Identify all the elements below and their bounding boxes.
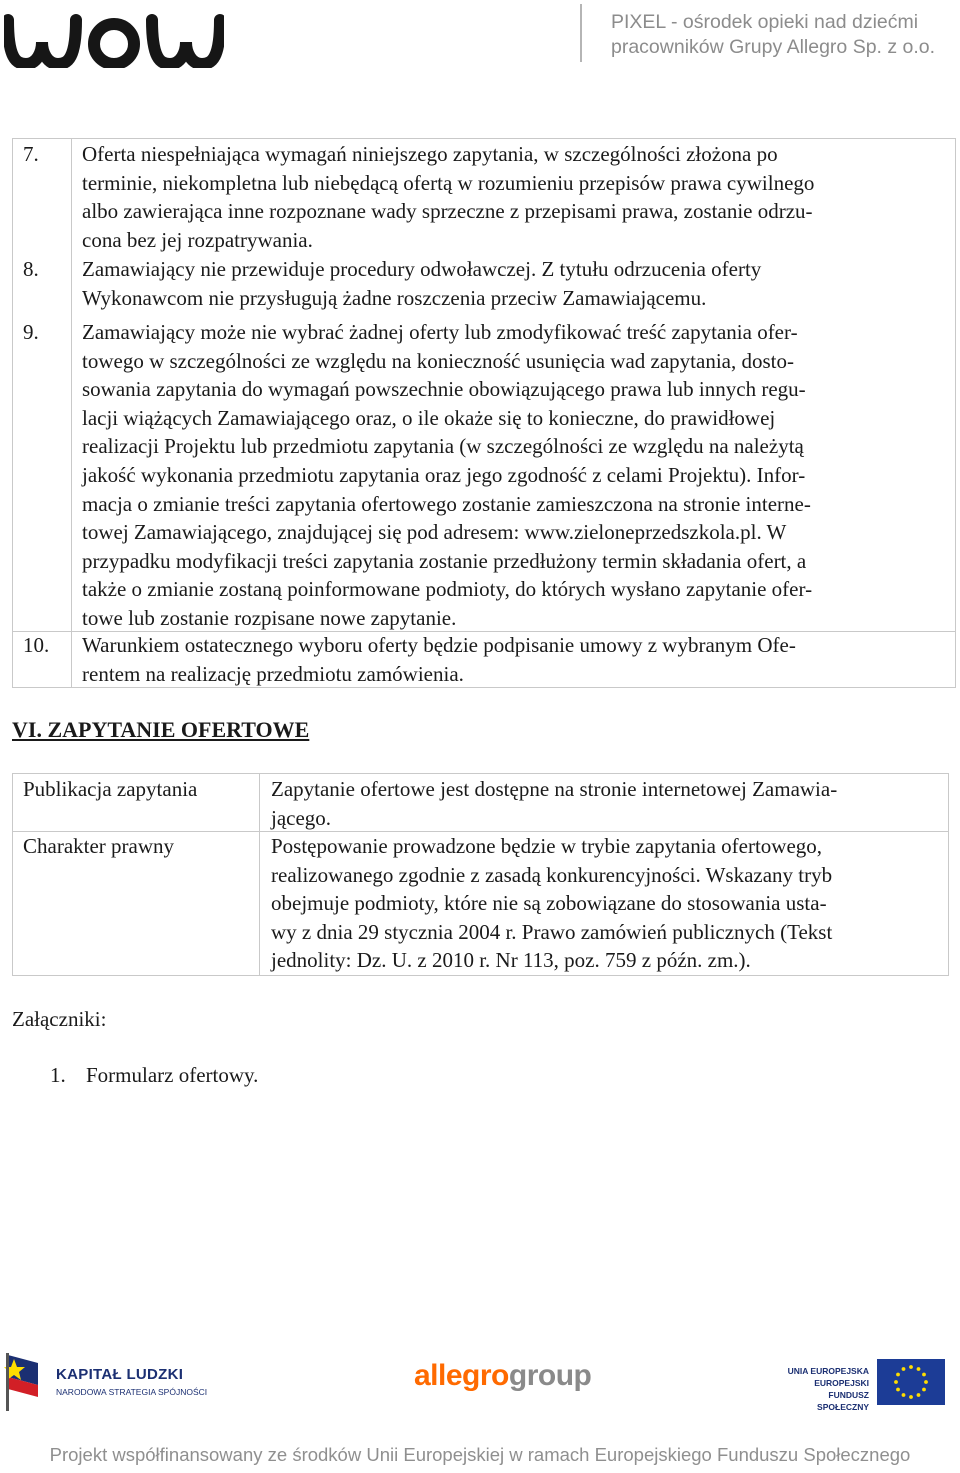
attachment-text: Formularz ofertowy.: [86, 1063, 259, 1087]
text-line: Postępowanie prowadzone będzie w trybie zapytania ofertowego,: [271, 834, 823, 858]
item-number: 7.: [23, 142, 39, 166]
eu-flag-icon: [877, 1359, 945, 1405]
page-header: [0, 0, 960, 80]
item-number: 9.: [23, 320, 39, 344]
row-label-legal-nature: Charakter prawny: [23, 834, 175, 858]
header-divider: [580, 4, 582, 62]
text-line: Oferta niespełniająca wymagań niniejszego zapytania, w szczególności złożona po: [82, 142, 778, 166]
list-item-7: [82, 140, 944, 254]
row-value-legal-nature: [271, 832, 937, 975]
text-line: realizacji Projektu lub przedmiotu zapytania (w szczególności ze względu na należytą: [82, 434, 804, 459]
row-label-publication: Publikacja zapytania: [23, 777, 198, 801]
allegro-logo-part1: allegro: [414, 1359, 509, 1392]
text-line: terminie, niekompletna lub niebędącą ofertą w rozumieniu przepisów prawa cywilnego: [82, 170, 815, 195]
footer-project-text: Projekt współfinansowany ze środków Unii Europejskiej w ramach Europejskiego Funduszu Społecznego: [49, 1444, 911, 1465]
eu-star: [922, 1388, 926, 1392]
table-column-divider: [71, 139, 72, 687]
inquiry-info-table: [12, 773, 949, 976]
wow-logo: [4, 8, 224, 68]
attachments-label: Załączniki:: [12, 1007, 107, 1031]
footer-logos: [0, 1345, 960, 1425]
text-line: Warunkiem ostatecznego wyboru oferty będzie podpisanie umowy z wybranym Ofe-: [82, 633, 796, 657]
table-column-divider: [259, 774, 260, 975]
allegro-group-logo: [414, 1359, 591, 1393]
text-line: lacji wiążących Zamawiającego oraz, o ile okaże się to konieczne, do prawidłowej: [82, 405, 776, 430]
kapital-ludzki-title: KAPITAŁ LUDZKI: [56, 1366, 184, 1383]
org-line-2: pracowników Grupy Allegro Sp. z o.o.: [611, 36, 936, 58]
attachment-number: 1.: [50, 1063, 66, 1087]
list-item-9: [82, 318, 944, 633]
text-line: wy z dnia 29 stycznia 2004 r. Prawo zamówień publicznych (Tekst: [271, 919, 833, 944]
item-number: 8.: [23, 257, 39, 281]
text-line: Zamawiający nie przewiduje procedury odwoławczej. Z tytułu odrzucenia oferty: [82, 257, 762, 281]
list-item-8: [82, 255, 944, 312]
eu-star: [896, 1373, 900, 1377]
text-line: obejmuje podmioty, które nie są zobowiązane do stosowania usta-: [271, 891, 827, 916]
eu-star: [909, 1395, 913, 1399]
section-heading: VI. ZAPYTANIE OFERTOWE: [12, 717, 310, 742]
text-line: towe lub zostanie rozpisane nowe zapytanie.: [82, 605, 457, 630]
item-number: 10.: [23, 633, 50, 657]
eu-star: [917, 1367, 921, 1371]
row-value-publication: [271, 775, 937, 832]
text-line: rentem na realizację przedmiotu zamówienia.: [82, 661, 464, 686]
text-line: realizowanego zgodnie z zasadą konkurencyjności. Wskazany tryb: [271, 862, 833, 887]
text-line: Zamawiający może nie wybrać żadnej oferty lub zmodyfikować treść zapytania ofer-: [82, 320, 798, 344]
list-item-10: [82, 631, 944, 688]
attachment-item: [50, 1061, 258, 1089]
eu-star: [896, 1388, 900, 1392]
eu-star: [894, 1380, 898, 1384]
text-line: sowania zapytania do wymagań powszechnie obowiązującego prawa lub innych regu-: [82, 377, 806, 402]
text-line: jącego.: [271, 805, 332, 830]
organization-name: [611, 10, 935, 60]
text-line: także o zmianie zostaną poinformowane podmioty, do których wysłano zapytanie ofer-: [82, 577, 813, 602]
eu-line-1: UNIA EUROPEJSKA: [787, 1366, 869, 1376]
text-line: macja o zmianie treści zapytania ofertowego zostanie zamieszczona na stronie interne-: [82, 491, 811, 516]
text-line: jednolity: Dz. U. z 2010 r. Nr 113, poz. 759 z późn. zm.).: [271, 948, 751, 973]
text-line: Wykonawcom nie przysługują żadne roszczenia przeciw Zamawiającemu.: [82, 285, 707, 310]
kapital-ludzki-subtitle: NARODOWA STRATEGIA SPÓJNOŚCI: [56, 1387, 208, 1397]
org-line-1: PIXEL - ośrodek opieki nad dziećmi: [611, 11, 919, 33]
eu-text: [781, 1365, 869, 1413]
text-line: Zapytanie ofertowe jest dostępne na stronie internetowej Zamawia-: [271, 777, 838, 801]
text-line: cona bez jej rozpatrywania.: [82, 227, 313, 252]
eu-star: [922, 1373, 926, 1377]
eu-line-2: EUROPEJSKI: [814, 1378, 869, 1388]
eu-star: [909, 1365, 913, 1369]
eu-line-3: FUNDUSZ SPOŁECZNY: [817, 1390, 869, 1412]
text-line: przypadku modyfikacji treści zapytania zostanie przedłużony termin składania ofert, a: [82, 548, 807, 573]
text-line: towego w szczególności ze względu na konieczność usunięcia wad zapytania, dosto-: [82, 348, 794, 373]
text-line: towej Zamawiającego, znajdującej się pod adresem: www.zieloneprzedszkola.pl. W: [82, 520, 787, 545]
text-line: albo zawierająca inne rozpoznane wady sprzeczne z przepisami prawa, zostanie odrzu-: [82, 199, 813, 224]
kapital-ludzki-flag-icon: [4, 1349, 44, 1413]
eu-star: [902, 1393, 906, 1397]
eu-star: [902, 1367, 906, 1371]
allegro-logo-part2: group: [508, 1359, 592, 1392]
text-line: jakość wykonania przedmiotu zapytania oraz jego zgodność z celami Projektu). Infor-: [82, 462, 806, 487]
conditions-table: [12, 138, 956, 688]
eu-star: [924, 1380, 928, 1384]
eu-star: [917, 1393, 921, 1397]
